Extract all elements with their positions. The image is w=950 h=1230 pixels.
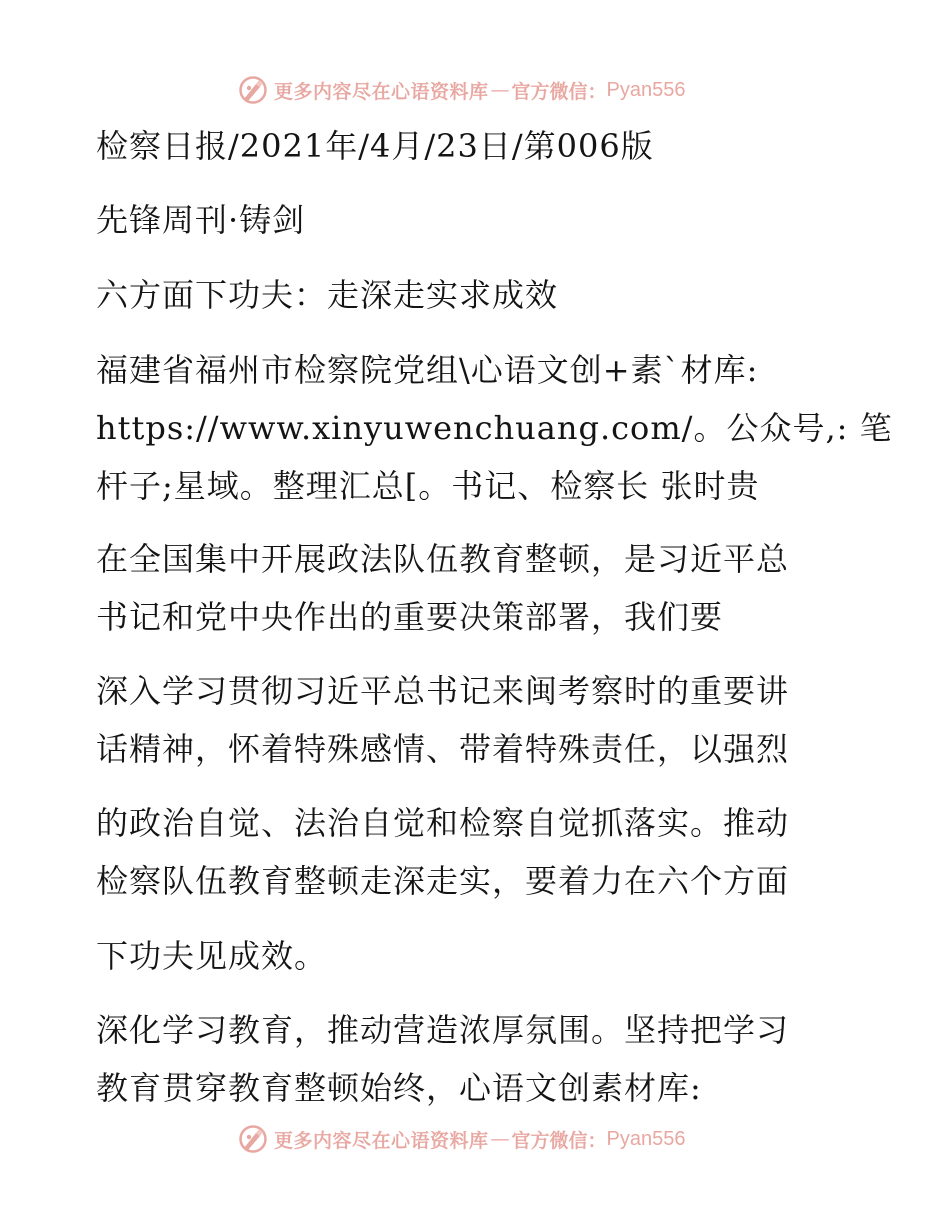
body-line: 教育贯穿教育整顿始终，心语文创素材库: <box>96 1069 702 1107</box>
body-line: 的政治自觉、法治自觉和检察自觉抓落实。推动 <box>96 804 790 842</box>
pen-logo-icon <box>238 1124 268 1154</box>
watermark-contact-label: 官方微信： <box>511 80 607 103</box>
article-title: 六方面下功夫：走深走实求成效 <box>96 276 559 314</box>
watermark-footer <box>238 1122 686 1156</box>
body-line: 深化学习教育，推动营造浓厚氛围。坚持把学习 <box>96 1011 790 1049</box>
author-line: https://www.xinyuwenchuang.com/。公众号,: 笔 <box>96 409 893 447</box>
watermark-contact-label: 官方微信： <box>511 1129 607 1152</box>
author-line: 福建省福州市检察院党组\心语文创+素`材库: <box>96 351 759 389</box>
watermark-text: 更多内容尽在心语资料库 <box>274 80 489 103</box>
watermark-separator: — <box>490 1128 510 1150</box>
pen-logo-icon <box>238 75 268 105</box>
watermark-contact-handle: Pyan556 <box>606 78 686 101</box>
source-line: 检察日报/2021年/4月/23日/第006版 <box>96 127 654 165</box>
author-line: 杆子;星域。整理汇总[。书记、检察长 张时贵 <box>96 467 760 505</box>
watermark-contact-handle: Pyan556 <box>606 1127 686 1150</box>
column-line: 先锋周刊·铸剑 <box>96 201 306 239</box>
body-line: 书记和党中央作出的重要决策部署，我们要 <box>96 598 724 636</box>
watermark-text: 更多内容尽在心语资料库 <box>274 1129 489 1152</box>
body-line: 深入学习贯彻习近平总书记来闽考察时的重要讲 <box>96 672 790 710</box>
watermark-separator: — <box>490 79 510 101</box>
body-line: 下功夫见成效。 <box>96 937 328 975</box>
body-line: 检察队伍教育整顿走深走实，要着力在六个方面 <box>96 862 790 900</box>
watermark-header <box>238 73 686 107</box>
body-line: 在全国集中开展政法队伍教育整顿，是习近平总 <box>96 540 790 578</box>
body-line: 话精神，怀着特殊感情、带着特殊责任，以强烈 <box>96 730 790 768</box>
